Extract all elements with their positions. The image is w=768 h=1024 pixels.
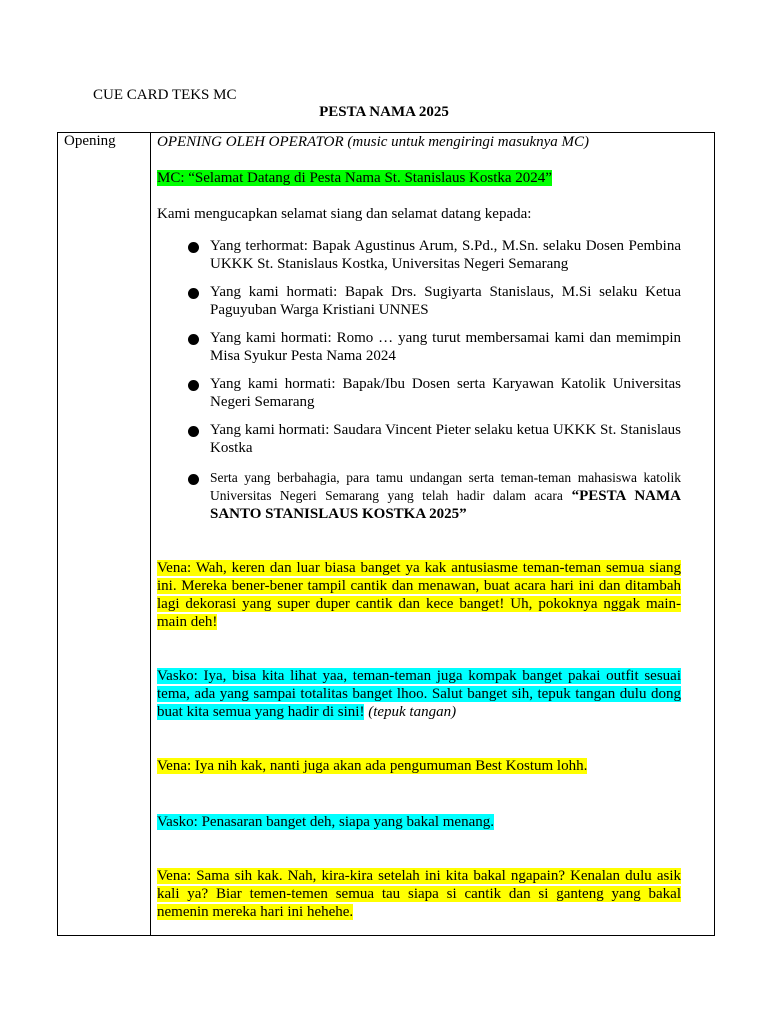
list-item: Yang kami hormati: Bapak Drs. Sugiyarta Stanislaus, M.Si selaku Ketua Paguyuban Warga Kristiani UNNES	[157, 283, 681, 319]
document-title: PESTA NAMA 2025	[319, 104, 449, 120]
bullet-icon	[188, 288, 199, 299]
mc-line: MC: “Selamat Datang di Pesta Nama St. Stanislaus Kostka 2024”	[157, 170, 552, 186]
script-table	[57, 132, 715, 936]
list-item: Yang kami hormati: Bapak/Ibu Dosen serta Karyawan Katolik Universitas Negeri Semarang	[157, 375, 681, 411]
bullet-icon	[188, 334, 199, 345]
dialogue-vasko-1: Vasko: Iya, bisa kita lihat yaa, teman-teman juga kompak banget pakai outfit sesuai tema, ada yang sampai totalitas banget lhoo. Salut banget sih, tepuk tangan dulu dong buat kita semua yang hadir di sini! (tepuk tangan)	[157, 668, 681, 720]
bullet-icon	[188, 474, 199, 485]
section-content	[157, 133, 681, 921]
list-item: Yang kami hormati: Romo … yang turut membersamai kami dan memimpin Misa Syukur Pesta Nama 2024	[157, 329, 681, 365]
column-divider	[150, 133, 151, 935]
greeting-intro: Kami mengucapkan selamat siang dan selamat datang kepada:	[157, 206, 532, 222]
dialogue-vena-1: Vena: Wah, keren dan luar biasa banget ya kak antusiasme teman-teman semua siang ini. Mereka bener-bener tampil cantik dan menawan, buat acara hari ini dan ditambah lagi dekorasi yang super duper cantik dan kece banget! Uh, pokoknya nggak main-main deh!	[157, 560, 681, 630]
guest-list	[157, 237, 681, 523]
list-item: Serta yang berbahagia, para tamu undangan serta teman-teman mahasiswa katolik Universitas Negeri Semarang yang telah hadir dalam acara “PESTA NAMA SANTO STANISLAUS KOSTKA 2025”	[157, 469, 681, 523]
list-item: Yang kami hormati: Saudara Vincent Pieter selaku ketua UKKK St. Stanislaus Kostka	[157, 421, 681, 457]
stage-direction: (tepuk tangan)	[368, 704, 457, 720]
list-item: Yang terhormat: Bapak Agustinus Arum, S.Pd., M.Sn. selaku Dosen Pembina UKKK St. Stanislaus Kostka, Universitas Negeri Semarang	[157, 237, 681, 273]
document-subtitle: CUE CARD TEKS MC	[93, 87, 237, 103]
operator-line: OPENING OLEH OPERATOR (music untuk mengiringi masuknya MC)	[157, 134, 590, 150]
bullet-icon	[188, 380, 199, 391]
bullet-icon	[188, 426, 199, 437]
dialogue-vena-2: Vena: Iya nih kak, nanti juga akan ada pengumuman Best Kostum lohh.	[157, 758, 588, 774]
bullet-icon	[188, 242, 199, 253]
section-label: Opening	[64, 133, 116, 149]
dialogue-vena-3: Vena: Sama sih kak. Nah, kira-kira setelah ini kita bakal ngapain? Kenalan dulu asik kali ya? Biar temen-temen semua tau siapa si cantik dan si ganteng yang bakal nemenin mereka hari ini hehehe.	[157, 868, 681, 920]
dialogue-vasko-2: Vasko: Penasaran banget deh, siapa yang bakal menang.	[157, 814, 494, 830]
